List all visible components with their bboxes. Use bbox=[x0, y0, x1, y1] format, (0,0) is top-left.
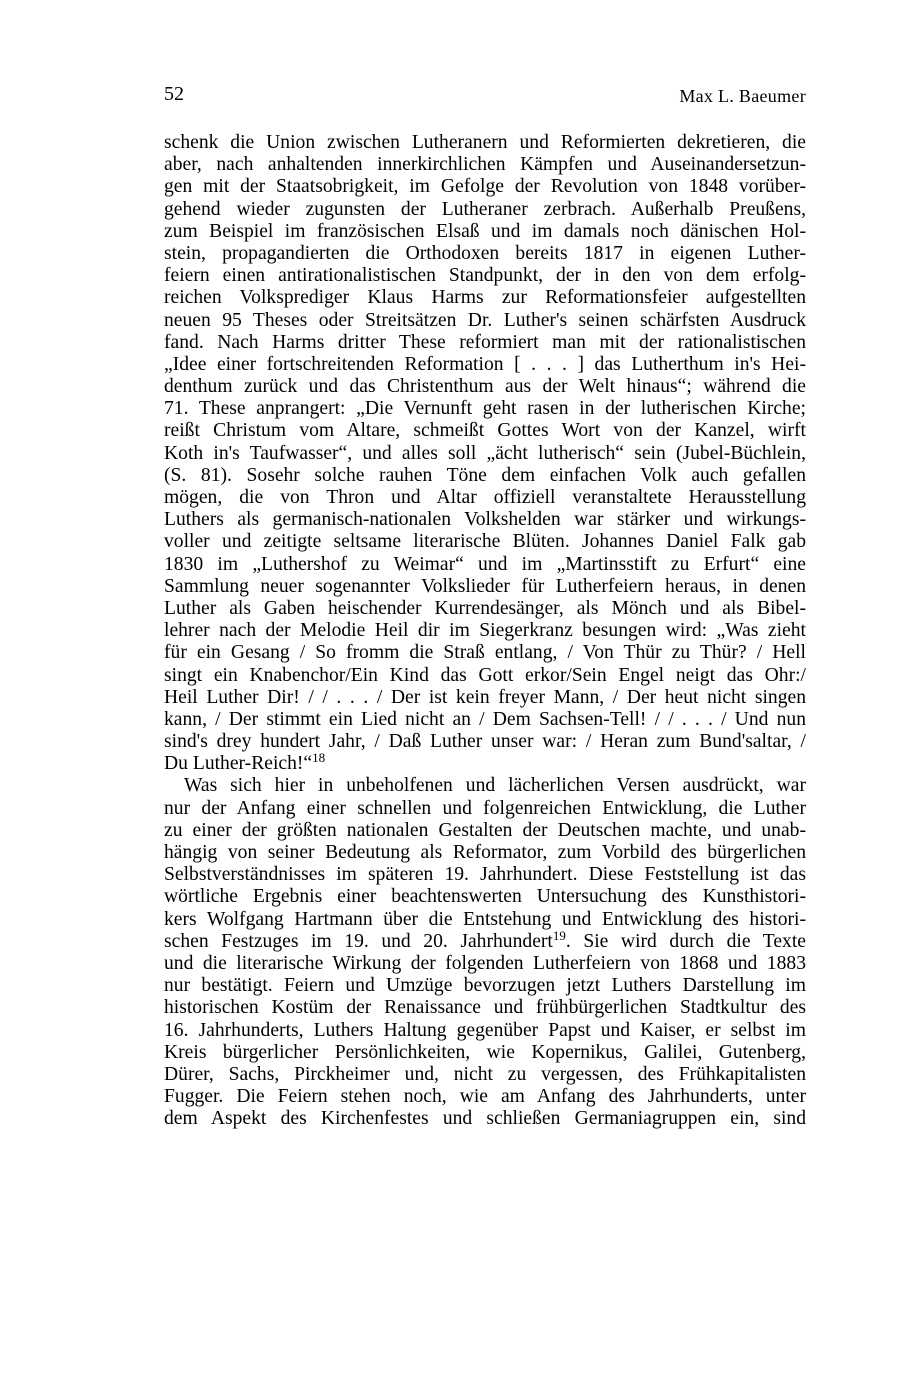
text-line: zu einer der größten nationalen Gestalten der Deutschen machte, und unab- bbox=[164, 819, 806, 841]
footnote-reference: 19 bbox=[552, 927, 566, 943]
text-line: wörtliche Ergebnis einer beachtenswerten Untersuchung des Kunsthistori- bbox=[164, 886, 806, 908]
text-line: dem Aspekt des Kirchenfestes und schließen Germaniagruppen ein, sind bbox=[164, 1108, 806, 1130]
text-fragment: Du Luther-Reich!“ bbox=[164, 753, 313, 775]
text-line: zum Beispiel im französischen Elsaß und im damals noch dänischen Hol- bbox=[164, 220, 806, 242]
text-line: mögen, die von Thron und Altar offiziell veranstaltete Herausstellung bbox=[164, 487, 806, 508]
text-line: gehend wieder zugunsten der Lutheraner zerbrach. Außerhalb Preußens, bbox=[164, 198, 806, 220]
text-line: Heil Luther Dir! / / . . . / Der ist kein freyer Mann, / Der heut nicht singen bbox=[164, 686, 806, 708]
text-line: voller und zeitigte seltsame literarische Blüten. Johannes Daniel Falk gab bbox=[164, 531, 806, 553]
text-line: (S. 81). Sosehr solche rauhen Töne dem einfachen Volk auch gefallen bbox=[164, 464, 806, 486]
text-line: Kreis bürgerlicher Persönlichkeiten, wie Kopernikus, Galilei, Gutenberg, bbox=[164, 1041, 806, 1063]
text-line: 1830 im „Luthershof zu Weimar“ und im „Martinsstift zu Erfurt“ eine bbox=[164, 553, 806, 575]
text-line: Luther als Gaben heischender Kurrendesänger, als Mönch und als Bibel- bbox=[164, 597, 806, 619]
text-line: 71. These anprangert: „Die Vernunft geht rasen in der lutherischen Kirche; bbox=[164, 398, 806, 420]
text-line: für ein Gesang / So fromm die Straß entlang, / Von Thür zu Thür? / Hell bbox=[164, 642, 806, 664]
text-line bbox=[164, 927, 806, 953]
text-line: nur bestätigt. Feiern und Umzüge bevorzugen jetzt Luthers Darstellung im bbox=[164, 975, 806, 997]
page-header bbox=[164, 83, 806, 113]
text-line: singt ein Knabenchor/Ein Kind das Gott erkor/Sein Engel neigt das Ohr:/ bbox=[164, 664, 806, 686]
text-line: feiern einen antirationalistischen Standpunkt, der in den von dem erfolg- bbox=[164, 265, 806, 287]
text-line bbox=[164, 750, 806, 775]
running-head: Max L. Baeumer bbox=[679, 86, 806, 106]
text-line: neuen 95 Theses oder Streitsätzen Dr. Luther's seinen schärfsten Ausdruck bbox=[164, 309, 806, 331]
body-text bbox=[164, 132, 806, 1130]
text-line: historischen Kostüm der Renaissance und frühbürgerlichen Stadtkultur des bbox=[164, 997, 806, 1019]
text-line: fand. Nach Harms dritter These reformiert man mit der rationalistischen bbox=[164, 331, 806, 353]
footnote-reference: 18 bbox=[312, 750, 326, 766]
text-line: nur der Anfang einer schnellen und folgenreichen Entwicklung, die Luther bbox=[164, 797, 806, 819]
text-line: Koth in's Taufwasser“, und alles soll „ächt lutherisch“ sein (Jubel-Büchlein, bbox=[164, 442, 806, 464]
text-line: reißt Christum vom Altare, schmeißt Gottes Wort von der Kanzel, wirft bbox=[164, 420, 806, 442]
text-line: Dürer, Sachs, Pirckheimer und, nicht zu vergessen, des Frühkapitalisten bbox=[164, 1063, 806, 1085]
text-line: Fugger. Die Feiern stehen noch, wie am Anfang des Jahrhunderts, unter bbox=[164, 1086, 806, 1108]
text-line: denthum zurück und das Christenthum aus der Welt hinaus“; während die bbox=[164, 376, 806, 398]
text-fragment: schen Festzuges im 19. und 20. Jahrhundert bbox=[164, 930, 553, 952]
text-line: sind's drey hundert Jahr, / Daß Luther unser war: / Heran zum Bund'saltar, / bbox=[164, 731, 806, 753]
text-line: kann, / Der stimmt ein Lied nicht an / Dem Sachsen-Tell! / / . . . / Und nun bbox=[164, 708, 806, 730]
text-line: 16. Jahrhunderts, Luthers Haltung gegenüber Papst und Kaiser, er selbst im bbox=[164, 1019, 806, 1041]
text-line: stein, propagandierten die Orthodoxen bereits 1817 in eigenen Luther- bbox=[164, 242, 806, 264]
text-line: kers Wolfgang Hartmann über die Entstehung und Entwicklung des histori- bbox=[164, 908, 806, 930]
text-line: gen mit der Staatsobrigkeit, im Gefolge der Revolution von 1848 vorüber- bbox=[164, 176, 806, 198]
paragraph-2 bbox=[164, 775, 806, 1130]
text-line: Was sich hier in unbeholfenen und lächerlichen Versen ausdrückt, war bbox=[184, 775, 806, 797]
text-line: lehrer nach der Melodie Heil dir im Siegerkranz besungen wird: „Was zieht bbox=[164, 620, 806, 642]
text-line: schenk die Union zwischen Lutheranern und Reformierten dekretieren, die bbox=[164, 132, 806, 153]
page-number: 52 bbox=[164, 83, 184, 105]
text-line: aber, nach anhaltenden innerkirchlichen Kämpfen und Auseinandersetzun- bbox=[164, 154, 806, 176]
text-line: Sammlung neuer sogenannter Volkslieder für Lutherfeiern heraus, in denen bbox=[164, 575, 806, 597]
text-line: Luthers als germanisch-nationalen Volkshelden war stärker und wirkungs- bbox=[164, 509, 806, 531]
text-line: und die literarische Wirkung der folgenden Lutherfeiern von 1868 und 1883 bbox=[164, 952, 806, 974]
text-fragment: . Sie wird durch die Texte bbox=[565, 930, 806, 952]
text-line: „Idee einer fortschreitenden Reformation [ . . . ] das Lutherthum in's Hei- bbox=[164, 353, 806, 375]
paragraph-1 bbox=[164, 132, 806, 775]
text-line: Selbstverständnisses im späteren 19. Jahrhundert. Diese Feststellung ist das bbox=[164, 864, 806, 886]
text-line: reichen Volksprediger Klaus Harms zur Reformationsfeier aufgestellten bbox=[164, 287, 806, 309]
text-line: hängig von seiner Bedeutung als Reformator, zum Vorbild des bürgerlichen bbox=[164, 842, 806, 863]
